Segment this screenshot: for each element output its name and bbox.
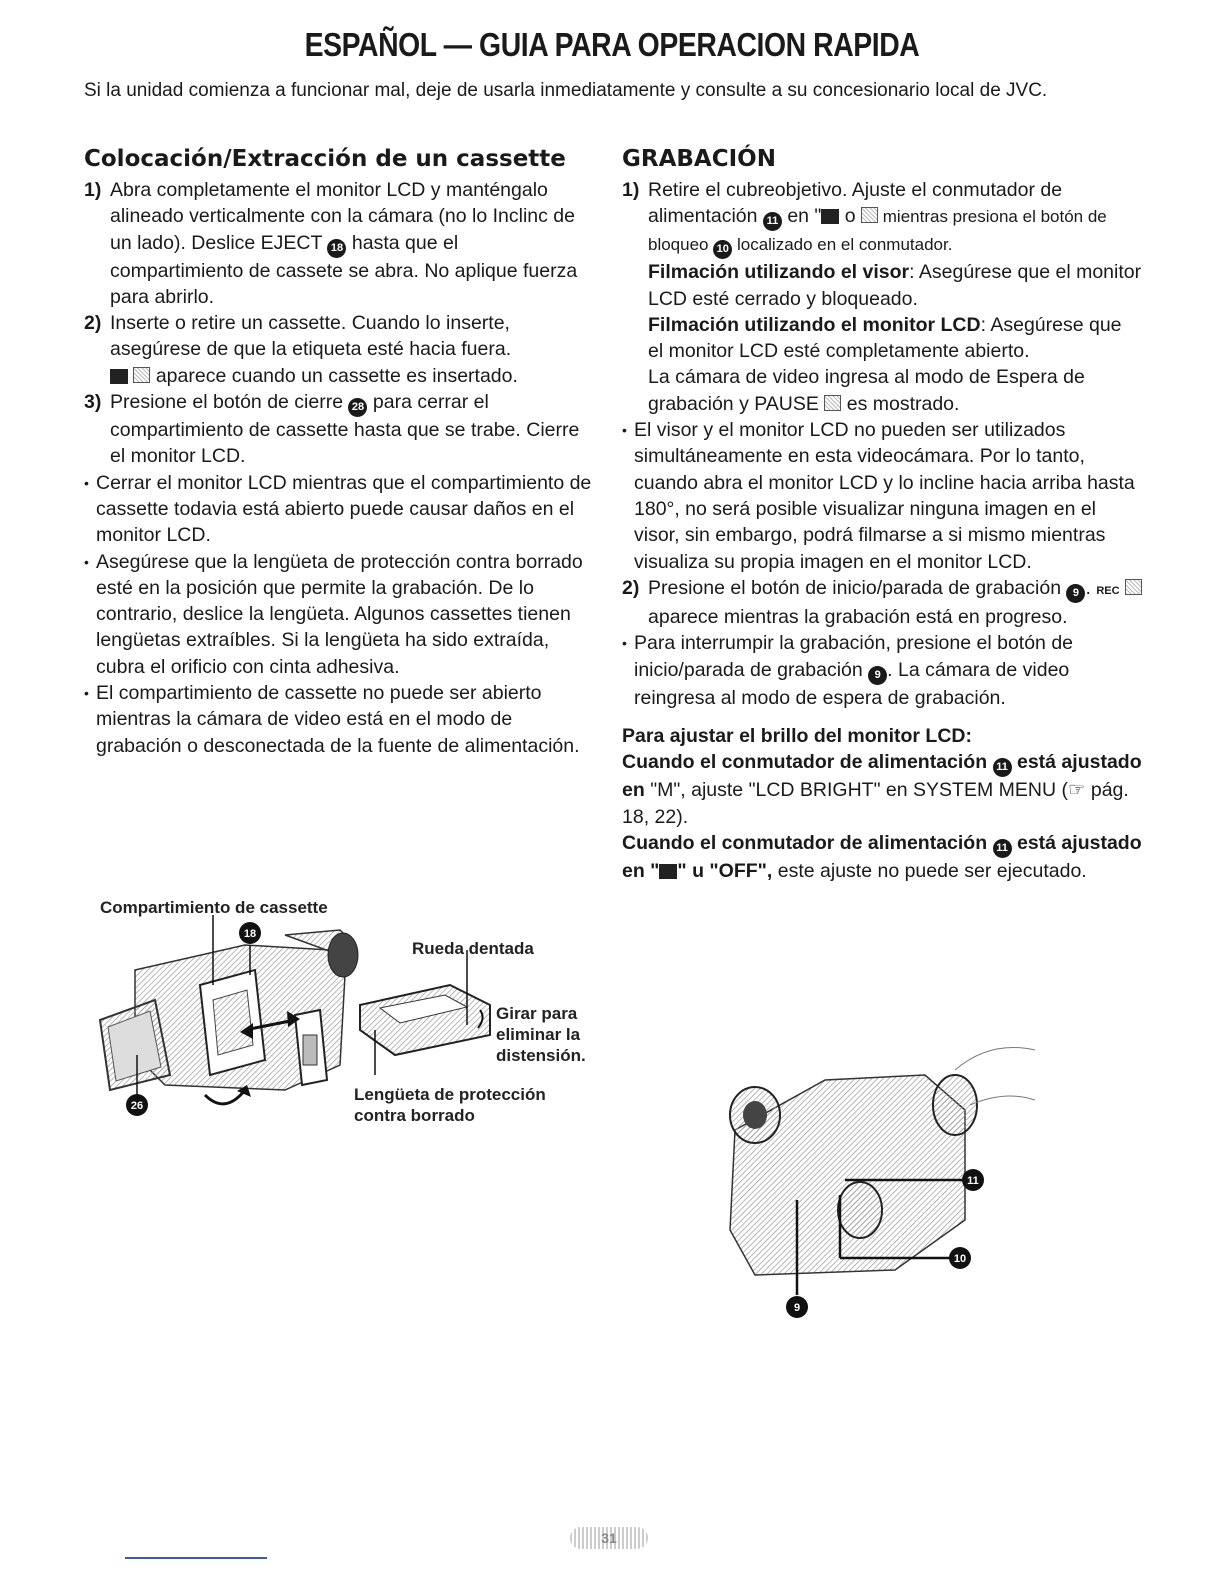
badge-10: 10 bbox=[953, 1253, 967, 1265]
intro-paragraph: Si la unidad comienza a funcionar mal, deje de usarla inmediatamente y consulte a su concesionario local de JVC. bbox=[84, 80, 1048, 101]
display-icon bbox=[1125, 579, 1142, 595]
badge-18: 18 bbox=[243, 928, 257, 940]
left-column bbox=[84, 145, 594, 759]
cassette-step-1: 1) Abra completamente el monitor LCD y manténgalo alineado verticalmente con la cámara (no lo Inclinc de un lado). Deslice EJECT 18 hasta que el compartimiento de cassete se abra. No aplique fuerza para abrirlo. bbox=[84, 179, 578, 308]
cassette-note-1: • Cerrar el monitor LCD mientras que el compartimiento de cassette todavia está abierto puede causar daños en el monitor LCD. bbox=[84, 470, 594, 549]
recording-step-1: 1) Retire el cubreobjetivo. Ajuste el conmutador de alimentación 11 en " o mientras presiona el botón de bloqueo 10 localizado en el conmutador. Filmación utilizando el visor: Asegúrese que el monitor LCD esté cerrado y bloqueado. Filmación utilizando el monitor LCD: Asegúrese que el monitor LCD esté completamente abierto. La cámara de video ingresa al modo de Espera de grabación y PAUSE es mostrado. bbox=[622, 179, 1142, 415]
camcorder-recording-illustration bbox=[715, 1020, 1035, 1325]
power-switch-badge-icon: 11 bbox=[993, 758, 1012, 777]
camcorder-cassette-illustration bbox=[95, 915, 605, 1130]
cassette-step-2: 2) Inserte o retire un cassette. Cuando lo inserte, asegúrese de que la etiqueta esté hacia fuera. aparece cuando un cassette es insertado. bbox=[84, 312, 518, 387]
auto-mode-icon bbox=[821, 209, 839, 224]
badge-9: 9 bbox=[793, 1302, 801, 1314]
lock-button-badge-icon: 28 bbox=[348, 398, 367, 417]
eject-badge-icon: 18 bbox=[327, 239, 346, 258]
display-icon bbox=[824, 395, 841, 411]
record-button-badge-icon: 9 bbox=[1066, 584, 1085, 603]
turn-label: Girar para eliminar la distensión. bbox=[496, 1004, 586, 1065]
step-number: 1) bbox=[622, 179, 640, 201]
recording-note-1: • El visor y el monitor LCD no pueden ser utilizados simultáneamente en esta videocámara. Por lo tanto, cuando abra el monitor LCD y lo incline hacia arriba hasta 180°, no será posible visualizar ninguna imagen en el visor, sin embargo, podrá filmarse a si mismo mientras visualiza su propia imagen en el monitor LCD. bbox=[622, 417, 1142, 575]
cassette-note-2: • Asegúrese que la lengüeta de protección contra borrado esté en la posición que permite la grabación. De lo contrario, deslice la lengüeta. Algunos cassettes tienen lengüetas extraíbles. Si la lengüeta ha sido extraída, cubra el orificio con cinta adhesiva. bbox=[84, 549, 594, 680]
step-number: 2) bbox=[84, 312, 102, 335]
cassette-indicator-icon bbox=[110, 369, 128, 384]
cassette-note-3: • El compartimiento de cassette no puede ser abierto mientras la cámara de video está en el modo de grabación o desconectada de la fuente de alimentación. bbox=[84, 680, 594, 759]
step-number: 1) bbox=[84, 179, 102, 201]
step-number: 2) bbox=[622, 576, 640, 599]
record-button-badge-icon: 9 bbox=[868, 666, 887, 685]
step-number: 3) bbox=[84, 391, 102, 414]
recording-note-2: • Para interrumpir la grabación, presione el botón de inicio/parada de grabación 9 . La cámara de video reingresa al modo de espera de grabación. bbox=[622, 630, 1142, 711]
display-icon bbox=[133, 367, 150, 383]
power-switch-badge-icon: 11 bbox=[763, 212, 782, 231]
badge-26: 26 bbox=[130, 1100, 144, 1112]
right-column bbox=[622, 145, 1142, 884]
auto-mode-icon bbox=[659, 864, 677, 879]
manual-mode-icon bbox=[861, 207, 878, 223]
footer-rule bbox=[125, 1557, 267, 1559]
cassette-step-3: 3) Presione el botón de cierre 28 para cerrar el compartimiento de cassette hasta que se trabe. Cierre el monitor LCD. bbox=[84, 391, 580, 468]
recording-heading: GRABACIÓN bbox=[622, 146, 776, 172]
recording-step-2: 2) Presione el botón de inicio/parada de grabación 9 . REC aparece mientras la grabación está en progreso. bbox=[622, 575, 1142, 631]
power-switch-badge-icon: 11 bbox=[993, 839, 1012, 858]
tab-label: Lengüeta de protección contra borrado bbox=[354, 1085, 546, 1125]
brightness-section: Para ajustar el brillo del monitor LCD: Cuando el conmutador de alimentación 11 está ajustado en "M", ajuste "LCD BRIGHT" en SYSTEM MENU (☞ pág. 18, 22). Cuando el conmutador de alimentación 11 está ajustado en " " u "OFF", este ajuste no puede ser ejecutado. bbox=[622, 725, 1142, 882]
lock-button-badge-icon: 10 bbox=[713, 240, 732, 259]
rec-indicator: REC bbox=[1096, 584, 1120, 597]
wheel-label: Rueda dentada bbox=[412, 939, 534, 958]
page-title: ESPAÑOL — GUIA PARA OPERACION RAPIDA bbox=[304, 26, 920, 63]
compartment-label: Compartimiento de cassette bbox=[100, 898, 328, 917]
badge-11: 11 bbox=[967, 1175, 979, 1187]
page-number: 31 bbox=[570, 1527, 648, 1549]
cassette-heading: Colocación/Extracción de un cassette bbox=[84, 146, 566, 172]
